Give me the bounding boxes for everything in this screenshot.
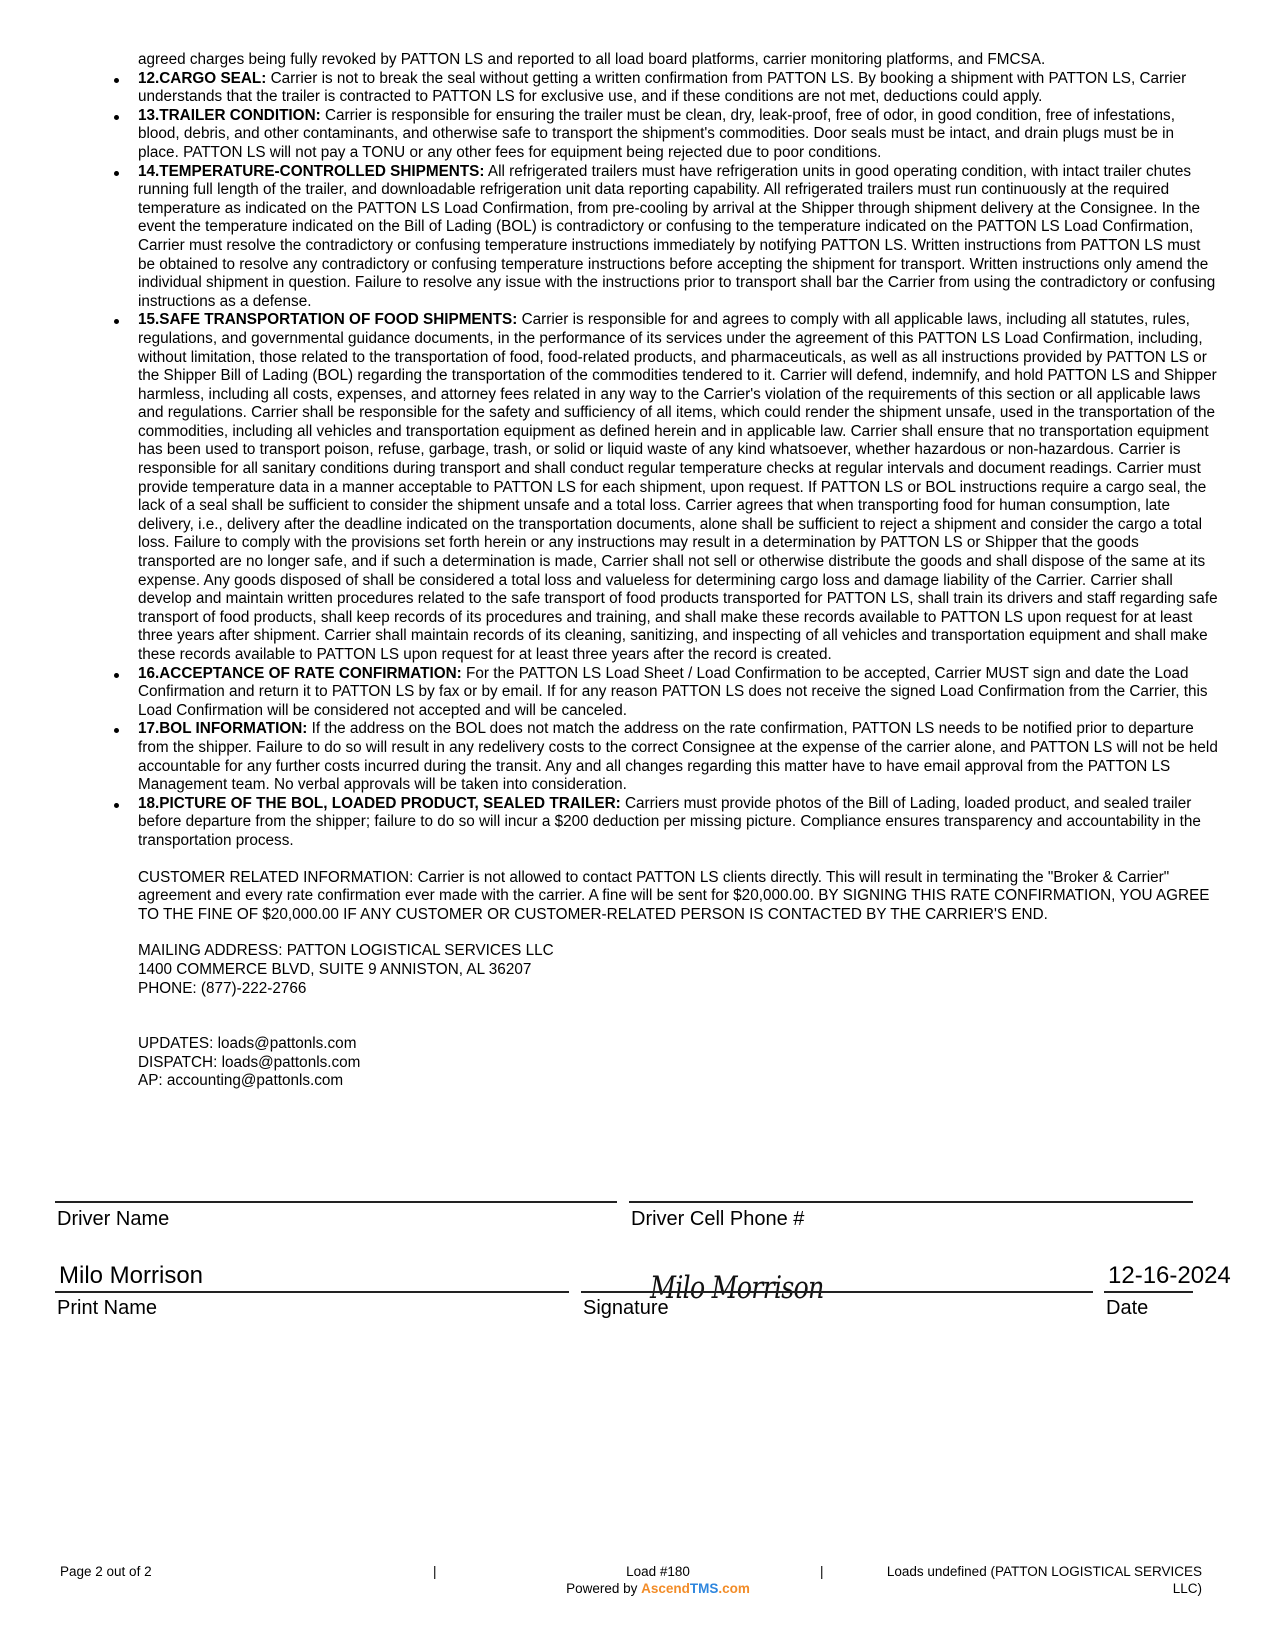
powered-by (508, 1580, 808, 1597)
contact-emails (138, 1035, 1218, 1091)
term-item-food-safety (138, 311, 1218, 664)
term-item-pictures (138, 795, 1218, 851)
brand-logo-ascend: Ascend (641, 1581, 690, 1596)
term-item-acceptance (138, 665, 1218, 721)
term-item-trailer-condition (138, 107, 1218, 163)
term-heading: 12.CARGO SEAL: (138, 69, 267, 87)
ap-email: AP: accounting@pattonls.com (138, 1072, 344, 1090)
term-heading: 13.TRAILER CONDITION: (138, 106, 321, 124)
term-text: Carrier is responsible for and agrees to comply with all applicable laws, including all statutes, rules, regulations, and governmental guidance documents, in the performance of its services under the agreement of this PATTON LS Load Confirmation, including, without limitation, those related to the transportation of food, food-related products, and pharmaceuticals, as well as all instructions provided by PATTON LS or the Shipper Bill of Lading (BOL) regarding the transportation of the commodities tendered to it. Carrier will defend, indemnify, and hold PATTON LS and Shipper harmless, including all costs, expenses, and attorney fees related in any way to the Carrier's violation of the requirements of this section or all applicable laws and regulations. Carrier shall be responsible for the safety and sufficiency of all items, which could render the shipment unsafe, used in the transportation of the commodities, including all vehicles and transportation equipment as defined herein and in applicable law. Carrier shall ensure that no transportation equipment has been used to transport poison, refuse, garbage, trash, or solid or liquid waste of any kind whatsoever, whether hazardous or non-hazardous. Carrier is responsible for all sanitary conditions during transport and shall conduct regular temperature checks at regular intervals and document readings. Carrier must provide temperature data in a manner acceptable to PATTON LS for each shipment, upon request. If PATTON LS or BOL instructions require a cargo seal, the lack of a seal shall be sufficient to consider the shipment unsafe and a total loss. Carrier agrees that when transporting food for human consumption, late delivery, i.e., delivery after the deadline indicated on the transportation documents, alone shall be sufficient to reject a shipment and consider the cargo a total loss. Failure to comply with the provisions set forth herein or any instructions may result in a determination by PATTON LS or Shipper that the goods transported are no longer safe, and if such a determination is made, Carrier shall not sell or otherwise distribute the goods and shall dispose of the same at its expense. Any goods disposed of shall be considered a total loss and valueless for determining cargo loss and damage liability of the Carrier. Carrier shall develop and maintain written procedures related to the safe transport of food products transported for PATTON LS, shall train its drivers and staff regarding safe transport of food products, shall keep records of its procedures and training, and shall make these records available to PATTON LS upon request for at least three years after shipment. Carrier shall maintain records of its cleaning, sanitizing, and inspecting of all vehicles and transportation equipment and shall make these records available to PATTON LS upon request for at least three years after the record is created. (138, 311, 1218, 663)
mailing-line: 1400 COMMERCE BLVD, SUITE 9 ANNISTON, AL 36207 (138, 960, 532, 978)
footer-separator: | (820, 1564, 824, 1579)
footer-company-line: Loads undefined (PATTON LOGISTICAL SERVICES (886, 1564, 1202, 1579)
footer-company-line: LLC) (1172, 1581, 1202, 1596)
terms-list (138, 70, 1218, 851)
term-text: Carrier is not to break the seal without getting a written confirmation from PATTON LS. By booking a shipment with PATTON LS, Carrier understands that the trailer is contracted to PATTON LS for exclusive use, and if these conditions are not met, deductions could apply. (138, 69, 1187, 106)
page-number: Page 2 out of 2 (60, 1564, 152, 1579)
footer-separator: | (433, 1564, 437, 1579)
term-text: If the address on the BOL does not match the address on the rate confirmation, PATTON LS needs to be notified prior to departure from the shipper. Failure to do so will result in any redelivery costs to the correct Consignee at the expense of the carrier alone, and PATTON LS will not be held accountable for any further costs incurred during the transit. Any and all changes regarding this matter have to have email approval from the PATTON LS Management team. No verbal approvals will be taken into consideration. (138, 720, 1218, 794)
brand-logo-com: .com (718, 1581, 750, 1596)
signature-label: Signature (583, 1297, 669, 1319)
print-name-label: Print Name (57, 1297, 158, 1319)
date-line (1104, 1291, 1193, 1293)
date-value: 12-16-2024 (1108, 1262, 1231, 1289)
footer-company (840, 1563, 1202, 1597)
term-heading: 18.PICTURE OF THE BOL, LOADED PRODUCT, SEALED TRAILER: (138, 794, 621, 812)
print-name-value: Milo Morrison (59, 1262, 204, 1289)
term-text: Carrier is responsible for ensuring the trailer must be clean, dry, leak-proof, free of odor, in good condition, free of infestations, blood, debris, and other contaminants, and otherwise safe to transport the shipment's commodities. Door seals must be intact, and drain plugs must be in place. PATTON LS will not pay a TONU or any other fees for equipment being rejected due to poor conditions. (138, 106, 1175, 161)
customer-notice: CUSTOMER RELATED INFORMATION: Carrier is not allowed to contact PATTON LS clients directly. This will result in terminating the "Broker & Carrier" agreement and every rate confirmation ever made with the carrier. A fine will be sent for $20,000.00. BY SIGNING THIS RATE CONFIRMATION, YOU AGREE TO THE FINE OF $20,000.00 IF ANY CUSTOMER OR CUSTOMER-RELATED PERSON IS CONTACTED BY THE CARRIER'S END. (138, 868, 1210, 923)
mailing-address (138, 942, 1218, 998)
footer-center (508, 1563, 808, 1597)
driver-phone-line (629, 1201, 1193, 1203)
terms-continuation: agreed charges being fully revoked by PATTON LS and reported to all load board platforms, carrier monitoring platforms, and FMCSA. (138, 51, 1046, 68)
term-heading: 14.TEMPERATURE-CONTROLLED SHIPMENTS: (138, 162, 485, 180)
brand-logo-tms: TMS (689, 1581, 719, 1596)
updates-email: UPDATES: loads@pattonls.com (138, 1035, 357, 1053)
print-name-line (55, 1291, 569, 1293)
powered-by-label: Powered by (566, 1581, 642, 1596)
handwritten-signature: Milo Morrison (650, 1270, 824, 1306)
driver-phone-label: Driver Cell Phone # (631, 1208, 805, 1230)
signature-line (581, 1291, 1093, 1293)
date-label: Date (1106, 1297, 1149, 1319)
term-heading: 17.BOL INFORMATION: (138, 720, 308, 738)
driver-name-line (55, 1201, 617, 1203)
terms-section (138, 51, 1218, 1091)
term-text: For the PATTON LS Load Sheet / Load Confirmation to be accepted, Carrier MUST sign and date the Load Confirmation and return it to PATTON LS by fax or by email. If for any reason PATTON LS does not receive the signed Load Confirmation from the Carrier, this Load Confirmation will be considered not accepted and will be canceled. (138, 664, 1208, 719)
term-text: All refrigerated trailers must have refrigeration units in good operating condition, with intact trailer chutes running full length of the trailer, and downloadable refrigeration unit data reporting capability. All refrigerated trailers must run continuously at the required temperature as indicated on the PATTON LS Load Confirmation, from pre-cooling by arrival at the Shipper through shipment delivery at the Consignee. In the event the temperature indicated on the Bill of Lading (BOL) is contradictory or confusing to the temperature indicated on the PATTON LS Load Confirmation, Carrier must resolve the contradictory or confusing temperature instructions immediately by notifying PATTON LS. Written instructions from PATTON LS must be obtained to resolve any contradictory or confusing temperature instructions before accepting the shipment for transport. Written instructions only amend the individual shipment in question. Failure to resolve any issue with the instructions prior to transport shall bar the Carrier from using the contradictory or confusing instructions as a defense. (138, 162, 1216, 310)
term-item-temperature-controlled (138, 163, 1218, 312)
term-text: Carriers must provide photos of the Bill of Lading, loaded product, and sealed trailer before departure from the shipper; failure to do so will incur a $200 deduction per missing picture. Compliance ensures transparency and accountability in the transportation process. (138, 794, 1201, 849)
term-heading: 16.ACCEPTANCE OF RATE CONFIRMATION: (138, 664, 462, 682)
mailing-phone: PHONE: (877)-222-2766 (138, 979, 307, 997)
term-item-bol-information (138, 720, 1218, 794)
driver-name-label: Driver Name (57, 1208, 170, 1230)
load-number: Load #180 (626, 1564, 690, 1579)
term-item-cargo-seal (138, 70, 1218, 107)
mailing-line: MAILING ADDRESS: PATTON LOGISTICAL SERVICES LLC (138, 942, 554, 960)
term-heading: 15.SAFE TRANSPORTATION OF FOOD SHIPMENTS: (138, 311, 518, 329)
dispatch-email: DISPATCH: loads@pattonls.com (138, 1053, 361, 1071)
